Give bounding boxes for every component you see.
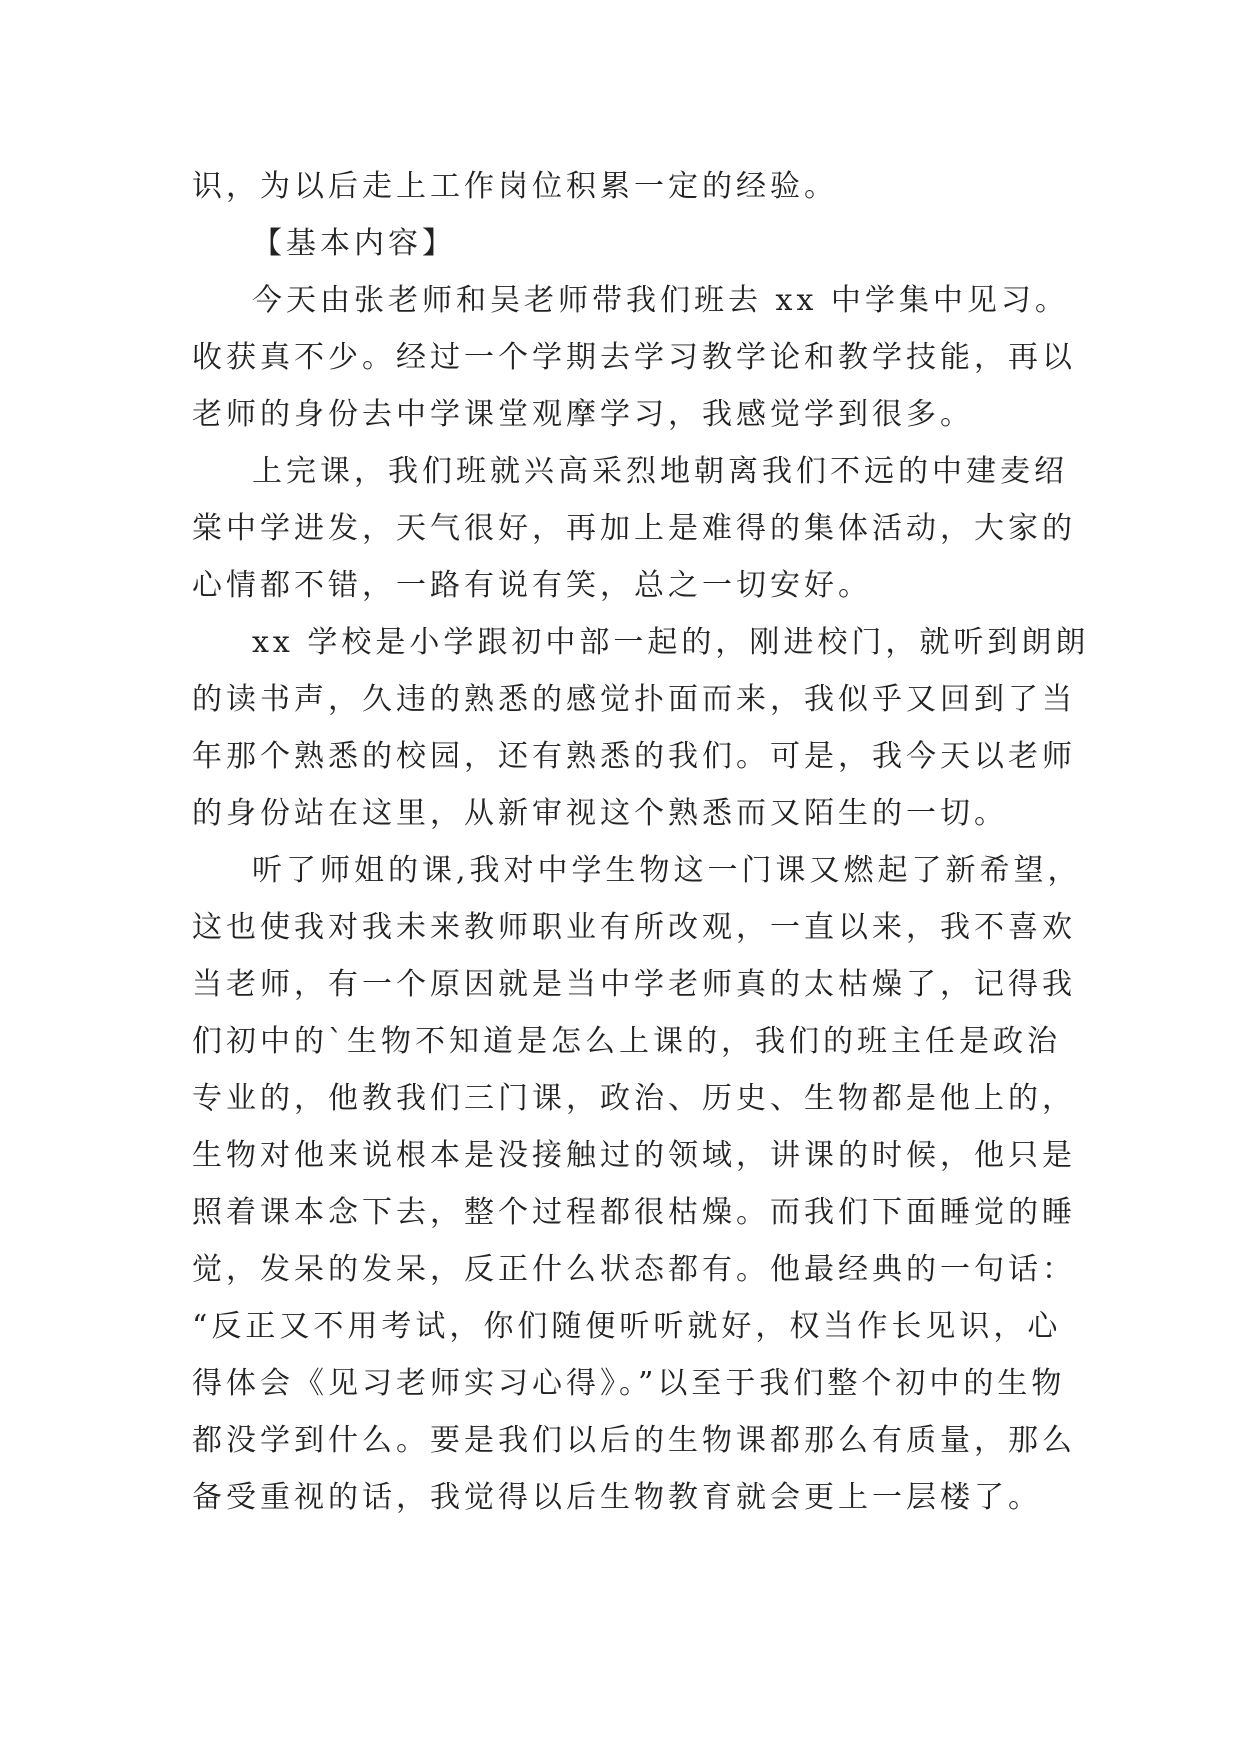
text-line: 生物对他来说根本是没接触过的领域，讲课的时候，他只是 [192, 1138, 1076, 1173]
text-line: 的读书声，久违的熟悉的感觉扑面而来，我似乎又回到了当 [192, 682, 1076, 717]
text-line: “反正又不用考试，你们随便听听就好，权当作长见识，心 [192, 1309, 1062, 1344]
text-line: 听了师姐的课,我对中学生物这一门课又燃起了新希望， [252, 853, 1082, 888]
text-line: 都没学到什么。要是我们以后的生物课都那么有质量，那么 [192, 1423, 1076, 1458]
section-heading: 【基本内容】 [252, 226, 456, 261]
text-line: 得体会《见习老师实习心得》。”以至于我们整个初中的生物 [192, 1366, 1066, 1401]
text-line: 当老师，有一个原因就是当中学老师真的太枯燥了，记得我 [192, 967, 1076, 1002]
text-line: 照着课本念下去，整个过程都很枯燥。而我们下面睡觉的睡 [192, 1195, 1076, 1230]
text-line: 收获真不少。经过一个学期去学习教学论和教学技能，再以 [192, 340, 1076, 375]
text-line: 们初中的`生物不知道是怎么上课的，我们的班主任是政治 [192, 1024, 1061, 1059]
text-line: 专业的，他教我们三门课，政治、历史、生物都是他上的， [192, 1081, 1076, 1116]
text-line: 备受重视的话，我觉得以后生物教育就会更上一层楼了。 [192, 1480, 1042, 1515]
text-line: 老师的身份去中学课堂观摩学习，我感觉学到很多。 [192, 397, 974, 432]
text-line: 棠中学进发，天气很好，再加上是难得的集体活动，大家的 [192, 511, 1076, 546]
text-line: 觉，发呆的发呆，反正什么状态都有。他最经典的一句话： [192, 1252, 1076, 1287]
text-line: 年那个熟悉的校园，还有熟悉的我们。可是，我今天以老师 [192, 739, 1076, 774]
text-line: xx 学校是小学跟初中部一起的，刚进校门，就听到朗朗 [252, 625, 1090, 660]
text-line: 上完课，我们班就兴高采烈地朝离我们不远的中建麦绍 [252, 454, 1068, 489]
text-line: 的身份站在这里，从新审视这个熟悉而又陌生的一切。 [192, 796, 1008, 831]
text-line: 今天由张老师和吴老师带我们班去 xx 中学集中见习。 [252, 283, 1069, 318]
document-body [192, 158, 1090, 1526]
text-line: 识，为以后走上工作岗位积累一定的经验。 [192, 169, 838, 204]
text-line: 这也使我对我未来教师职业有所改观，一直以来，我不喜欢 [192, 910, 1076, 945]
text-line: 心情都不错，一路有说有笑，总之一切安好。 [192, 568, 872, 603]
